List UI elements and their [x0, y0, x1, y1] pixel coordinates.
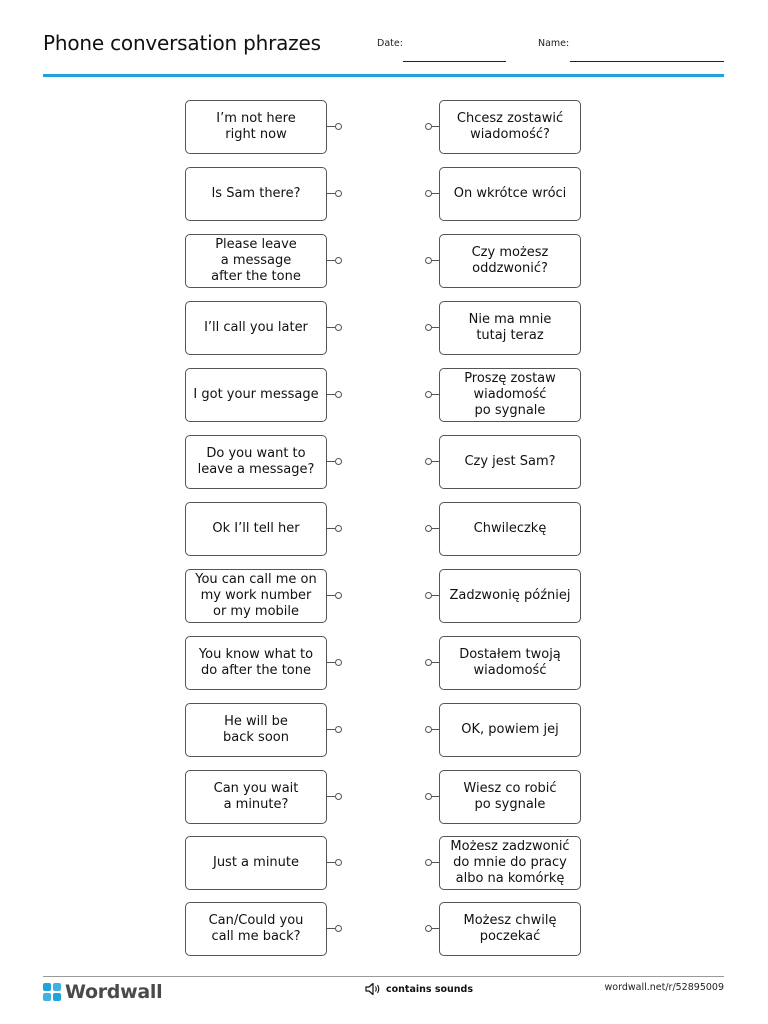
connector-dot[interactable] — [335, 592, 342, 599]
english-phrase-card[interactable] — [185, 569, 327, 623]
connector-line — [327, 193, 335, 194]
english-phrase: Is Sam there? — [211, 186, 301, 201]
connector-line — [327, 394, 335, 395]
contains-sounds-indicator — [365, 982, 473, 996]
english-phrase-card[interactable] — [185, 100, 327, 154]
polish-phrase-card[interactable] — [439, 836, 581, 890]
connector-line — [431, 260, 439, 261]
english-phrase-card[interactable] — [185, 770, 327, 824]
connector-line — [327, 595, 335, 596]
connector-line — [431, 126, 439, 127]
polish-phrase-card[interactable] — [439, 569, 581, 623]
page-title: Phone conversation phrazes — [43, 31, 321, 55]
connector-line — [431, 928, 439, 929]
wordwall-logo-icon — [43, 983, 61, 1001]
english-phrase: Ok I’ll tell her — [212, 521, 300, 536]
connector-line — [431, 796, 439, 797]
polish-phrase: Proszę zostaw wiadomość po sygnale — [464, 371, 556, 418]
connector-dot[interactable] — [335, 458, 342, 465]
english-phrase-card[interactable] — [185, 902, 327, 956]
polish-phrase-card[interactable] — [439, 502, 581, 556]
match-row — [0, 902, 768, 956]
english-phrase-card[interactable] — [185, 435, 327, 489]
connector-line — [327, 461, 335, 462]
polish-phrase: On wkrótce wróci — [453, 186, 567, 201]
wordwall-logo[interactable] — [43, 981, 162, 1003]
polish-phrase-card[interactable] — [439, 301, 581, 355]
polish-phrase: Wiesz co robić po sygnale — [463, 781, 557, 812]
match-row — [0, 301, 768, 355]
english-phrase: I’m not here right now — [216, 111, 296, 142]
connector-line — [431, 193, 439, 194]
name-input-line[interactable] — [570, 61, 724, 62]
connector-dot[interactable] — [335, 793, 342, 800]
header-divider — [43, 74, 724, 77]
polish-phrase: Dostałem twoją wiadomość — [459, 647, 561, 678]
connector-dot[interactable] — [335, 925, 342, 932]
connector-line — [431, 461, 439, 462]
connector-line — [431, 595, 439, 596]
english-phrase: Just a minute — [212, 855, 300, 870]
connector-line — [431, 862, 439, 863]
english-phrase-card[interactable] — [185, 636, 327, 690]
connector-dot[interactable] — [335, 391, 342, 398]
match-row — [0, 569, 768, 623]
footer-divider — [43, 976, 724, 977]
connector-line — [327, 928, 335, 929]
english-phrase-card[interactable] — [185, 836, 327, 890]
date-label: Date: — [377, 38, 403, 49]
english-phrase: Can you wait a minute? — [213, 781, 299, 812]
connector-line — [431, 662, 439, 663]
sounds-text: contains sounds — [386, 983, 474, 995]
polish-phrase-card[interactable] — [439, 100, 581, 154]
match-row — [0, 368, 768, 422]
english-phrase: Please leave a message after the tone — [211, 237, 301, 284]
name-label: Name: — [538, 38, 570, 49]
english-phrase: I got your message — [193, 387, 319, 402]
polish-phrase: Chcesz zostawić wiadomość? — [456, 111, 564, 142]
speaker-icon — [365, 982, 383, 996]
date-input-line[interactable] — [403, 61, 506, 62]
polish-phrase: Czy możesz oddzwonić? — [471, 245, 549, 276]
match-row — [0, 502, 768, 556]
connector-line — [327, 862, 335, 863]
connector-dot[interactable] — [335, 257, 342, 264]
match-row — [0, 703, 768, 757]
connector-dot[interactable] — [335, 123, 342, 130]
english-phrase: He will be back soon — [223, 714, 289, 745]
connector-line — [431, 528, 439, 529]
english-phrase: Can/Could you call me back? — [208, 913, 304, 944]
connector-line — [431, 394, 439, 395]
polish-phrase-card[interactable] — [439, 703, 581, 757]
connector-line — [327, 528, 335, 529]
english-phrase: I’ll call you later — [204, 320, 308, 335]
match-row — [0, 770, 768, 824]
polish-phrase: OK, powiem jej — [461, 722, 559, 737]
polish-phrase: Możesz chwilę poczekać — [463, 913, 557, 944]
match-row — [0, 836, 768, 890]
polish-phrase-card[interactable] — [439, 167, 581, 221]
match-row — [0, 435, 768, 489]
connector-line — [327, 796, 335, 797]
match-row — [0, 167, 768, 221]
polish-phrase-card[interactable] — [439, 368, 581, 422]
polish-phrase: Możesz zadzwonić do mnie do pracy albo na komórkę — [450, 839, 570, 886]
connector-line — [327, 662, 335, 663]
english-phrase: You know what to do after the tone — [198, 647, 314, 678]
connector-dot[interactable] — [335, 859, 342, 866]
match-row — [0, 100, 768, 154]
match-row — [0, 234, 768, 288]
polish-phrase: Chwileczkę — [473, 521, 547, 536]
english-phrase-card[interactable] — [185, 234, 327, 288]
english-phrase-card[interactable] — [185, 368, 327, 422]
match-row — [0, 636, 768, 690]
polish-phrase: Nie ma mnie tutaj teraz — [468, 312, 552, 343]
connector-dot[interactable] — [335, 190, 342, 197]
english-phrase: You can call me on my work number or my mobile — [195, 572, 317, 619]
polish-phrase-card[interactable] — [439, 636, 581, 690]
connector-line — [327, 327, 335, 328]
connector-line — [327, 260, 335, 261]
polish-phrase-card[interactable] — [439, 435, 581, 489]
english-phrase-card[interactable] — [185, 502, 327, 556]
english-phrase-card[interactable] — [185, 301, 327, 355]
polish-phrase: Czy jest Sam? — [464, 454, 556, 469]
english-phrase-card[interactable] — [185, 167, 327, 221]
connector-line — [327, 126, 335, 127]
connector-dot[interactable] — [335, 525, 342, 532]
connector-line — [431, 327, 439, 328]
connector-dot[interactable] — [335, 324, 342, 331]
connector-dot[interactable] — [335, 659, 342, 666]
activity-url[interactable]: wordwall.net/r/52895009 — [604, 982, 724, 993]
english-phrase-card[interactable] — [185, 703, 327, 757]
connector-line — [431, 729, 439, 730]
connector-dot[interactable] — [335, 726, 342, 733]
polish-phrase-card[interactable] — [439, 234, 581, 288]
polish-phrase-card[interactable] — [439, 902, 581, 956]
logo-text: Wordwall — [65, 981, 163, 1003]
polish-phrase: Zadzwonię później — [449, 588, 571, 603]
connector-line — [327, 729, 335, 730]
english-phrase: Do you want to leave a message? — [197, 446, 315, 477]
polish-phrase-card[interactable] — [439, 770, 581, 824]
